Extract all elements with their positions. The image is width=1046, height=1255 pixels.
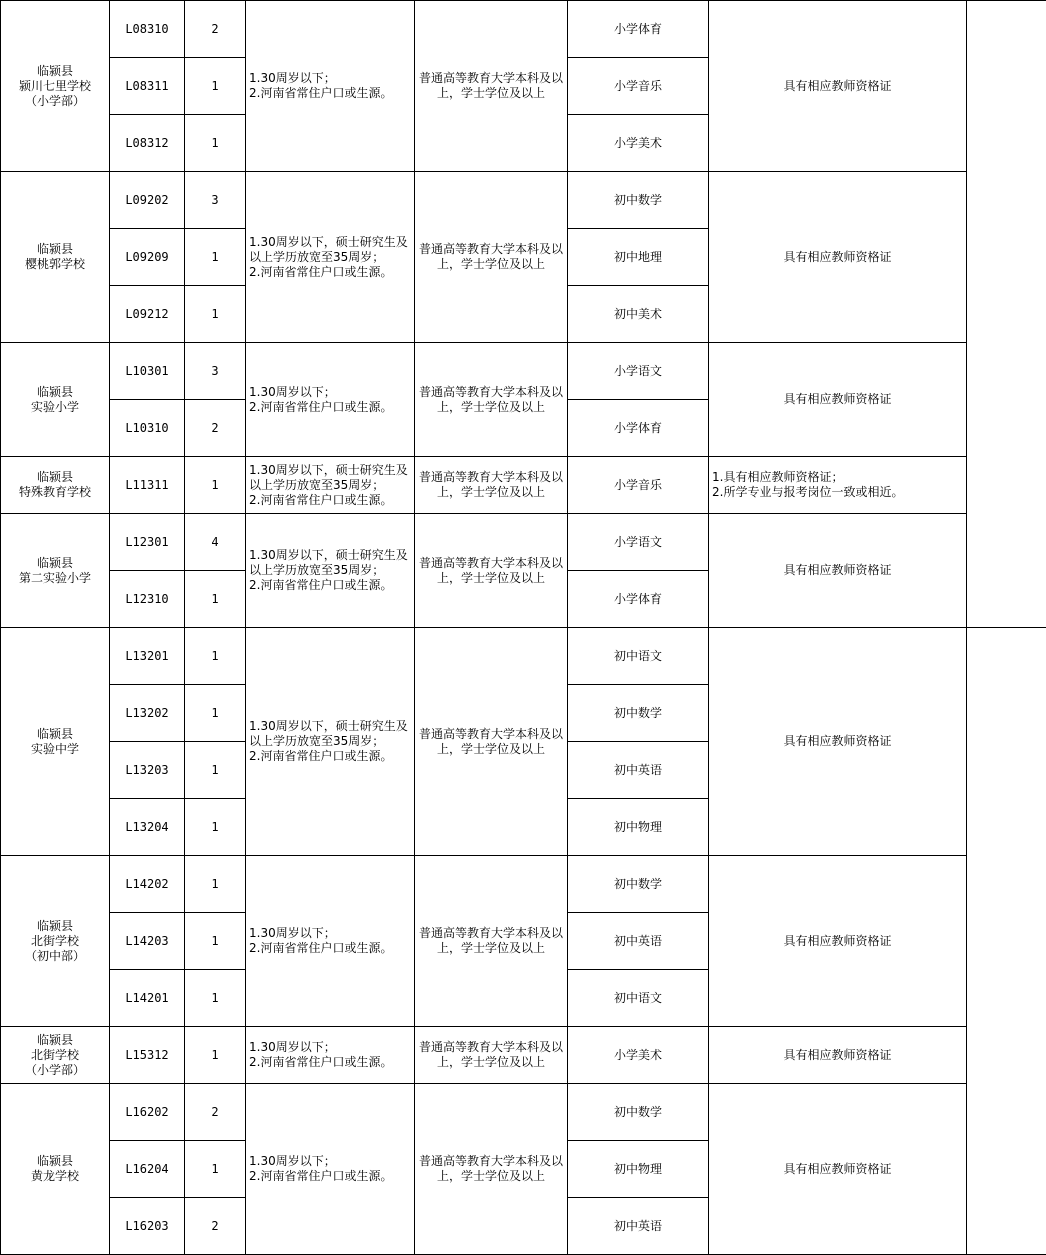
hiring-count-cell: 1 [185, 628, 246, 685]
hiring-count-cell: 1 [185, 913, 246, 970]
school-name-line: （小学部） [24, 93, 85, 108]
other-requirement-cell: 具有相应教师资格证 [709, 1, 967, 172]
hiring-count-cell: 1 [185, 1027, 246, 1084]
school-name-cell [1, 856, 110, 1027]
school-name-line: 临颍县 [36, 1154, 73, 1168]
other-requirement-cell: 具有相应教师资格证 [709, 856, 967, 1027]
other-requirement-cell: 具有相应教师资格证 [709, 628, 967, 856]
position-code-cell: L08311 [110, 58, 185, 115]
position-code-cell: L13201 [110, 628, 185, 685]
school-name-line: 临颍县 [36, 63, 73, 78]
school-name-line: 北街学校 [30, 933, 79, 948]
school-name-line: （初中部） [24, 948, 85, 963]
remarks-cell [967, 628, 1046, 1255]
other-requirement-cell: 具有相应教师资格证 [709, 343, 967, 457]
hiring-count-cell: 2 [185, 1, 246, 58]
position-code-cell: L09212 [110, 286, 185, 343]
education-requirement-cell: 普通高等教育大学本科及以上，学士学位及以上 [415, 457, 568, 514]
subject-cell: 初中语文 [568, 628, 709, 685]
position-code-cell: L16203 [110, 1198, 185, 1255]
school-name-cell [1, 457, 110, 514]
age-requirement-cell: 1.30周岁以下； 2.河南省常住户口或生源。 [246, 1084, 415, 1255]
hiring-count-cell: 1 [185, 58, 246, 115]
subject-cell: 初中英语 [568, 742, 709, 799]
subject-cell: 初中地理 [568, 229, 709, 286]
education-requirement-cell: 普通高等教育大学本科及以上，学士学位及以上 [415, 172, 568, 343]
school-name-line: 樱桃郭学校 [24, 257, 85, 271]
school-name-line: 临颍县 [36, 470, 73, 484]
age-requirement-cell: 1.30周岁以下； 2.河南省常住户口或生源。 [246, 1027, 415, 1084]
table-row [1, 1, 1046, 58]
school-name-line: 临颍县 [36, 918, 73, 933]
school-name-line: 实验中学 [30, 741, 79, 756]
subject-cell: 初中美术 [568, 286, 709, 343]
position-code-cell: L10301 [110, 343, 185, 400]
education-requirement-cell: 普通高等教育大学本科及以上，学士学位及以上 [415, 1, 568, 172]
subject-cell: 小学音乐 [568, 457, 709, 514]
table-row [1, 343, 1046, 400]
school-name-cell [1, 343, 110, 457]
age-requirement-cell: 1.30周岁以下，硕士研究生及以上学历放宽至35周岁； 2.河南省常住户口或生源。 [246, 514, 415, 628]
position-code-cell: L14201 [110, 970, 185, 1027]
subject-cell: 初中物理 [568, 799, 709, 856]
hiring-count-cell: 1 [185, 457, 246, 514]
subject-cell: 初中数学 [568, 1084, 709, 1141]
hiring-count-cell: 2 [185, 1198, 246, 1255]
hiring-count-cell: 1 [185, 685, 246, 742]
table-row [1, 628, 1046, 685]
school-name-line: 颍川七里学校 [18, 78, 91, 93]
school-name-line: （小学部） [24, 1062, 85, 1077]
subject-cell: 初中语文 [568, 970, 709, 1027]
age-requirement-cell: 1.30周岁以下； 2.河南省常住户口或生源。 [246, 856, 415, 1027]
age-requirement-cell: 1.30周岁以下，硕士研究生及以上学历放宽至35周岁； 2.河南省常住户口或生源。 [246, 628, 415, 856]
hiring-count-cell: 1 [185, 1141, 246, 1198]
position-code-cell: L08312 [110, 115, 185, 172]
school-name-cell [1, 1084, 110, 1255]
subject-cell: 初中数学 [568, 685, 709, 742]
hiring-count-cell: 4 [185, 514, 246, 571]
subject-cell: 初中英语 [568, 913, 709, 970]
subject-cell: 初中物理 [568, 1141, 709, 1198]
education-requirement-cell: 普通高等教育大学本科及以上，学士学位及以上 [415, 856, 568, 1027]
hiring-count-cell: 3 [185, 343, 246, 400]
school-name-cell [1, 514, 110, 628]
hiring-count-cell: 1 [185, 856, 246, 913]
school-name-line: 北街学校 [30, 1047, 79, 1062]
education-requirement-cell: 普通高等教育大学本科及以上，学士学位及以上 [415, 1027, 568, 1084]
subject-cell: 初中数学 [568, 172, 709, 229]
education-requirement-cell: 普通高等教育大学本科及以上，学士学位及以上 [415, 514, 568, 628]
table-row [1, 172, 1046, 229]
subject-cell: 小学音乐 [568, 58, 709, 115]
position-code-cell: L13202 [110, 685, 185, 742]
subject-cell: 小学体育 [568, 571, 709, 628]
other-requirement-cell: 具有相应教师资格证 [709, 1027, 967, 1084]
position-code-cell: L13204 [110, 799, 185, 856]
hiring-count-cell: 1 [185, 229, 246, 286]
subject-cell: 初中英语 [568, 1198, 709, 1255]
remarks-cell [967, 1, 1046, 628]
school-name-line: 临颍县 [36, 384, 73, 399]
education-requirement-cell: 普通高等教育大学本科及以上，学士学位及以上 [415, 628, 568, 856]
school-name-cell [1, 1027, 110, 1084]
school-name-line: 临颍县 [36, 555, 73, 570]
table-row [1, 856, 1046, 913]
position-code-cell: L10310 [110, 400, 185, 457]
position-code-cell: L11311 [110, 457, 185, 514]
other-requirement-cell: 具有相应教师资格证 [709, 514, 967, 628]
hiring-count-cell: 3 [185, 172, 246, 229]
school-name-cell [1, 628, 110, 856]
school-name-line: 临颍县 [36, 242, 73, 256]
school-name-line: 黄龙学校 [30, 1169, 79, 1183]
subject-cell: 小学语文 [568, 514, 709, 571]
position-code-cell: L09202 [110, 172, 185, 229]
education-requirement-cell: 普通高等教育大学本科及以上，学士学位及以上 [415, 343, 568, 457]
table-row [1, 1084, 1046, 1141]
position-code-cell: L14202 [110, 856, 185, 913]
hiring-count-cell: 1 [185, 571, 246, 628]
hiring-count-cell: 1 [185, 286, 246, 343]
subject-cell: 小学体育 [568, 400, 709, 457]
position-code-cell: L16202 [110, 1084, 185, 1141]
education-requirement-cell: 普通高等教育大学本科及以上，学士学位及以上 [415, 1084, 568, 1255]
table-row [1, 1027, 1046, 1084]
hiring-count-cell: 2 [185, 1084, 246, 1141]
position-code-cell: L16204 [110, 1141, 185, 1198]
subject-cell: 小学语文 [568, 343, 709, 400]
school-name-line: 实验小学 [30, 399, 79, 414]
age-requirement-cell: 1.30周岁以下，硕士研究生及以上学历放宽至35周岁； 2.河南省常住户口或生源。 [246, 172, 415, 343]
school-name-cell [1, 1, 110, 172]
subject-cell: 小学美术 [568, 115, 709, 172]
other-requirement-cell: 1.具有相应教师资格证； 2.所学专业与报考岗位一致或相近。 [709, 457, 967, 514]
position-code-cell: L12310 [110, 571, 185, 628]
school-name-line: 第二实验小学 [18, 570, 91, 585]
hiring-count-cell: 1 [185, 970, 246, 1027]
other-requirement-cell: 具有相应教师资格证 [709, 1084, 967, 1255]
position-code-cell: L15312 [110, 1027, 185, 1084]
other-requirement-cell: 具有相应教师资格证 [709, 172, 967, 343]
position-code-cell: L13203 [110, 742, 185, 799]
position-code-cell: L12301 [110, 514, 185, 571]
hiring-count-cell: 1 [185, 115, 246, 172]
school-name-line: 临颍县 [36, 1032, 73, 1047]
table-row [1, 457, 1046, 514]
age-requirement-cell: 1.30周岁以下； 2.河南省常住户口或生源。 [246, 343, 415, 457]
hiring-count-cell: 1 [185, 799, 246, 856]
hiring-count-cell: 2 [185, 400, 246, 457]
subject-cell: 初中数学 [568, 856, 709, 913]
age-requirement-cell: 1.30周岁以下； 2.河南省常住户口或生源。 [246, 1, 415, 172]
school-name-cell [1, 172, 110, 343]
table-body [1, 1, 1046, 1255]
position-code-cell: L09209 [110, 229, 185, 286]
hiring-count-cell: 1 [185, 742, 246, 799]
subject-cell: 小学美术 [568, 1027, 709, 1084]
subject-cell: 小学体育 [568, 1, 709, 58]
age-requirement-cell: 1.30周岁以下，硕士研究生及以上学历放宽至35周岁； 2.河南省常住户口或生源。 [246, 457, 415, 514]
position-code-cell: L08310 [110, 1, 185, 58]
school-name-line: 特殊教育学校 [18, 485, 91, 499]
school-name-line: 临颍县 [36, 726, 73, 741]
position-code-cell: L14203 [110, 913, 185, 970]
table-row [1, 514, 1046, 571]
